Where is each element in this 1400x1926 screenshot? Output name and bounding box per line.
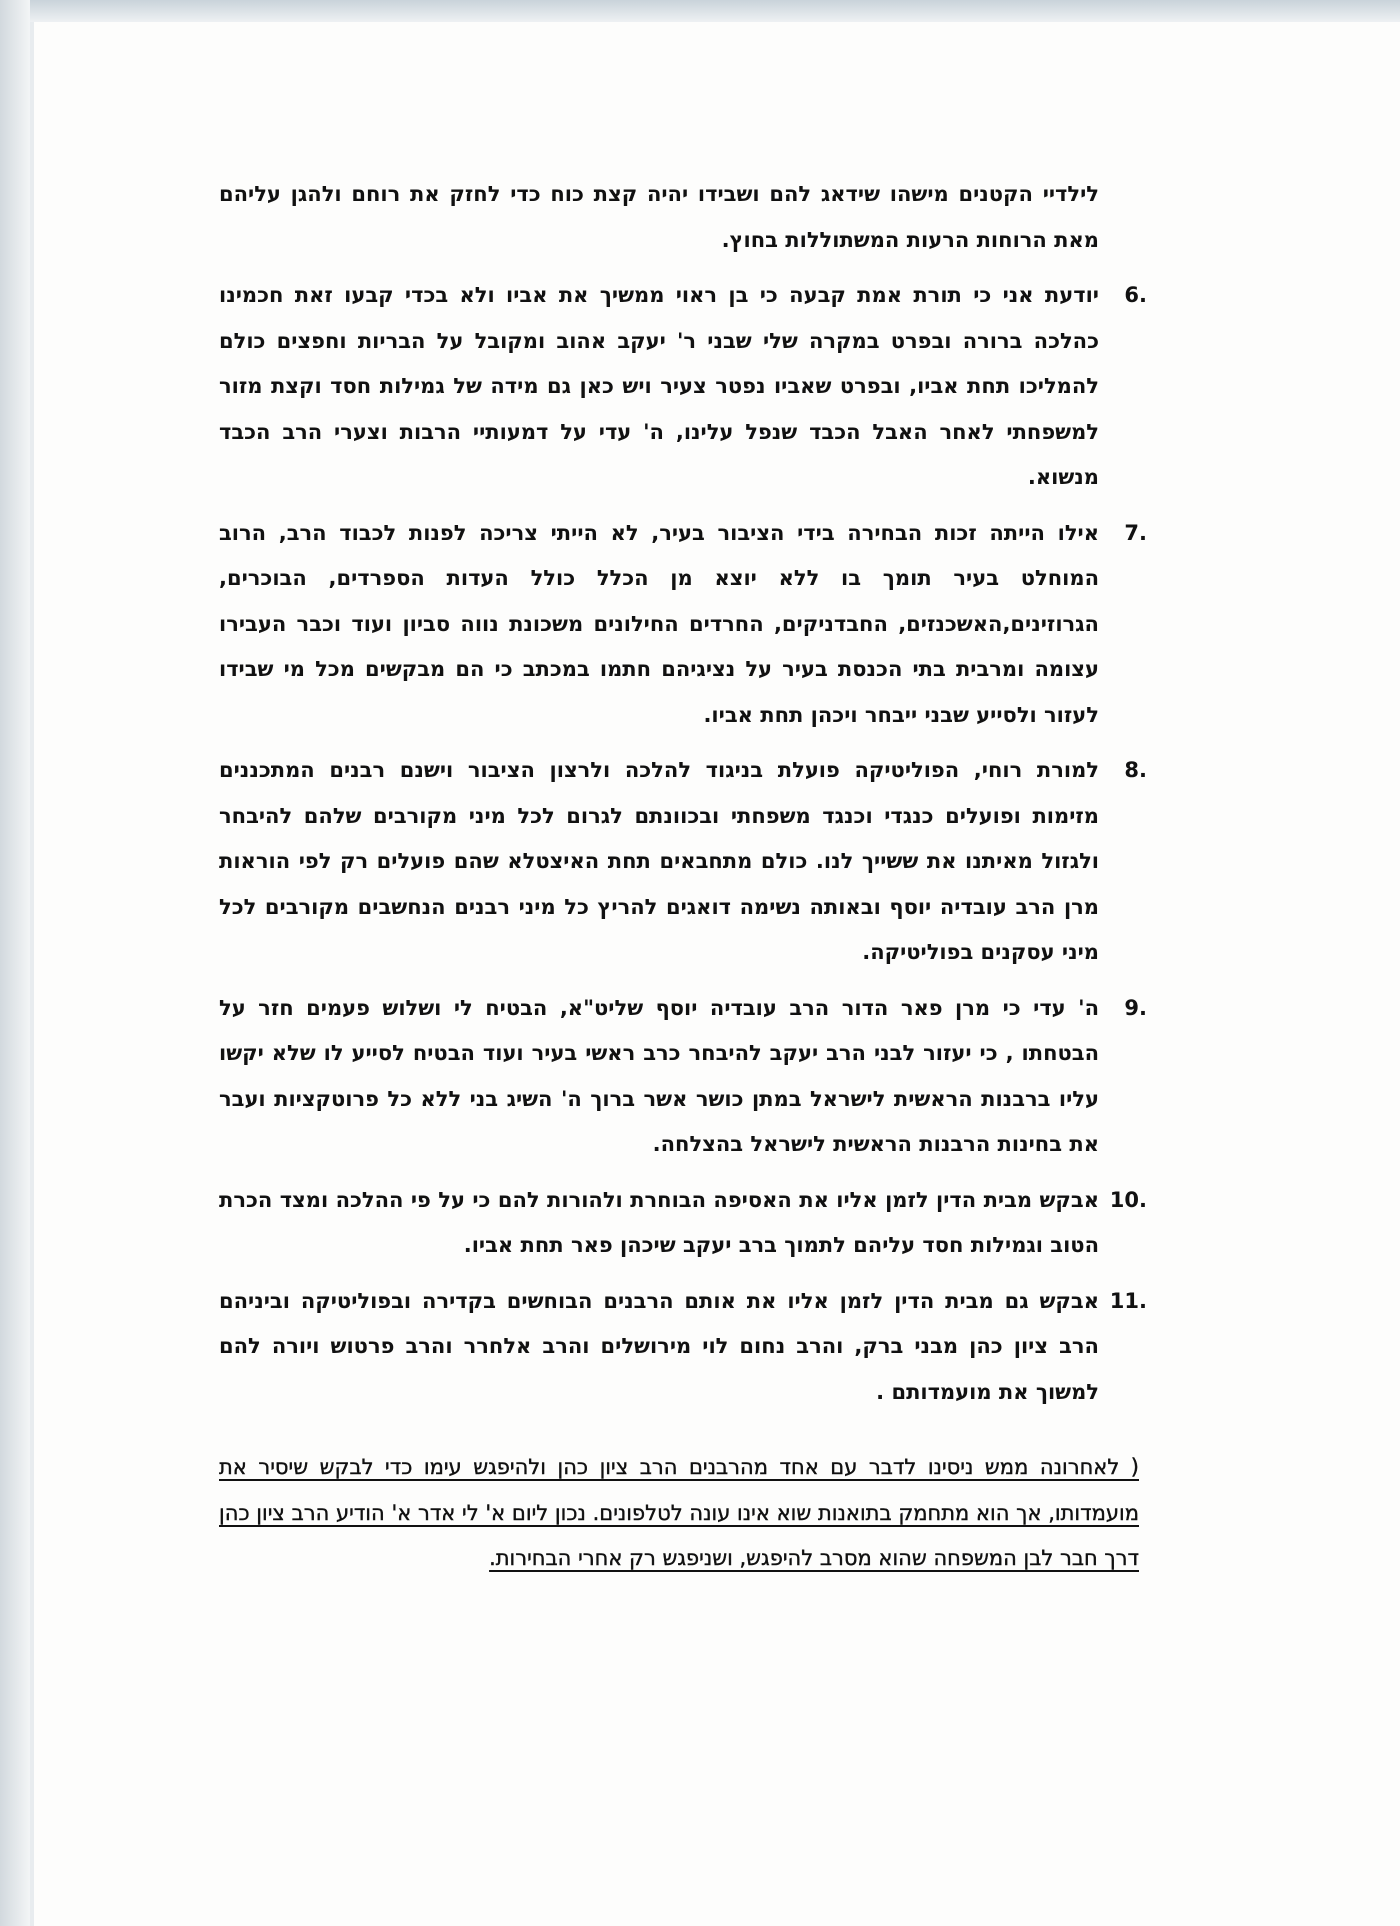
numbered-paragraph-9	[219, 986, 1147, 1168]
paragraph-number: 11.	[1109, 1288, 1147, 1313]
numbered-paragraph-6	[219, 273, 1147, 501]
paragraph-text: למורת רוחי, הפוליטיקה פועלת בניגוד להלכה ולרצון הציבור וישנם רבנים המתכננים מזימות ופועלים כנגדי וכנגד משפחתי ובכוונתם לגרום לכל מיני מקורבים שלהם להיבחר ולגזול מאיתנו את ששייך לנו. כולם מתחבאים תחת האיצטלא שהם פועלים רק לפי הוראות מרן הרב עובדיה יוסף ובאותה נשימה דואגים להריץ כל מיני רבנים הנחשבים מקורבים לכל מיני עסקנים בפוליטיקה.	[219, 758, 1099, 964]
paragraph-text: יודעת אני כי תורת אמת קבעה כי בן ראוי ממשיך את אביו ולא בכדי קבעו זאת חכמינו כהלכה ברורה ובפרט במקרה שלי שבני ר' יעקב אהוב ומקובל על הבריות וחפצים כולם להמליכו תחת אביו, ובפרט שאביו נפטר צעיר ויש כאן גם מידה של גמילות חסד וקצת מזור למשפחתי לאחר האבל הכבד שנפל עלינו, ה' עדי על דמעותיי הרבות וצערי הרב הכבד מנשוא.	[219, 283, 1099, 489]
paragraph-text: אבקש גם מבית הדין לזמן אליו את אותם הרבנים הבוחשים בקדירה ובפוליטיקה וביניהם הרב ציון כהן מבני ברק, והרב נחום לוי מירושלים והרב אלחרר והרב פרטוש ויורה להם למשוך את מועמדותם .	[219, 1288, 1099, 1404]
scan-left-edge	[0, 0, 30, 1926]
paragraph-number: 7.	[1124, 520, 1147, 545]
document-page	[34, 22, 1400, 1926]
numbered-paragraph-11	[219, 1279, 1147, 1416]
numbered-paragraph-7	[219, 511, 1147, 739]
continuation-paragraph	[219, 172, 1139, 263]
paragraph-number: 8.	[1124, 758, 1147, 782]
numbered-paragraph-8	[219, 748, 1147, 976]
continuation-text: לילדיי הקטנים מישהו שידאג להם ושבידו יהיה קצת כוח כדי לחזק את רוחם ולהגן עליהם מאת הרוחות הרעות המשתוללות בחוץ.	[219, 182, 1099, 252]
paragraph-number: 10.	[1109, 1187, 1147, 1212]
paragraph-text: ה' עדי כי מרן פאר הדור הרב עובדיה יוסף שליט"א, הבטיח לי ושלוש פעמים חזר על הבטחתו , כי יעזור לבני הרב יעקב להיבחר כרב ראשי בעיר ועוד הבטיח לסייע לו שלא יקשו עליו ברבנות הראשית לישראל במתן כושר אשר ברוך ה' השיג בני ללא כל פרוטקציות ועבר את בחינות הרבנות הראשית לישראל בהצלחה.	[219, 995, 1099, 1156]
note-text: ( לאחרונה ממש ניסינו לדבר עם אחד מהרבנים הרב ציון כהן ולהיפגש עימו כדי לבקש שיסיר את מועמדותו, אך הוא מתחמק בתואנות שוא אינו עונה לטלפונים. נכון ליום א' לי אדר א' הודיע הרב ציון כהן דרך חבר לבן המשפחה שהוא מסרב להיפגש, ושניפגש רק אחרי הבחירות.	[219, 1455, 1139, 1570]
document-body	[219, 172, 1147, 1592]
paragraph-text: אבקש מבית הדין לזמן אליו את האסיפה הבוחרת ולהורות להם כי על פי ההלכה ומצד הכרת הטוב וגמילות חסד עליהם לתמוך ברב יעקב שיכהן פאר תחת אביו.	[219, 1187, 1099, 1257]
numbered-paragraph-10	[219, 1178, 1147, 1269]
underlined-note	[219, 1445, 1139, 1582]
paragraph-number: 9.	[1124, 995, 1147, 1020]
scan-top-edge	[0, 0, 1400, 22]
paragraph-number: 6.	[1124, 283, 1147, 307]
paragraph-text: אילו הייתה זכות הבחירה בידי הציבור בעיר, לא הייתי צריכה לפנות לכבוד הרב, הרוב המוחלט בעיר תומך בו ללא יוצא מן הכלל כולל העדות הספרדים, הבוכרים, הגרוזינים,האשכנזים, החבדניקים, החרדים החילונים משכונת נווה סביון ועוד וכבר העבירו עצומה ומרבית בתי הכנסת בעיר על נציגיהם חתמו במכתב כי הם מבקשים מכל מי שבידו לעזור ולסייע שבני ייבחר ויכהן תחת אביו.	[219, 520, 1099, 727]
